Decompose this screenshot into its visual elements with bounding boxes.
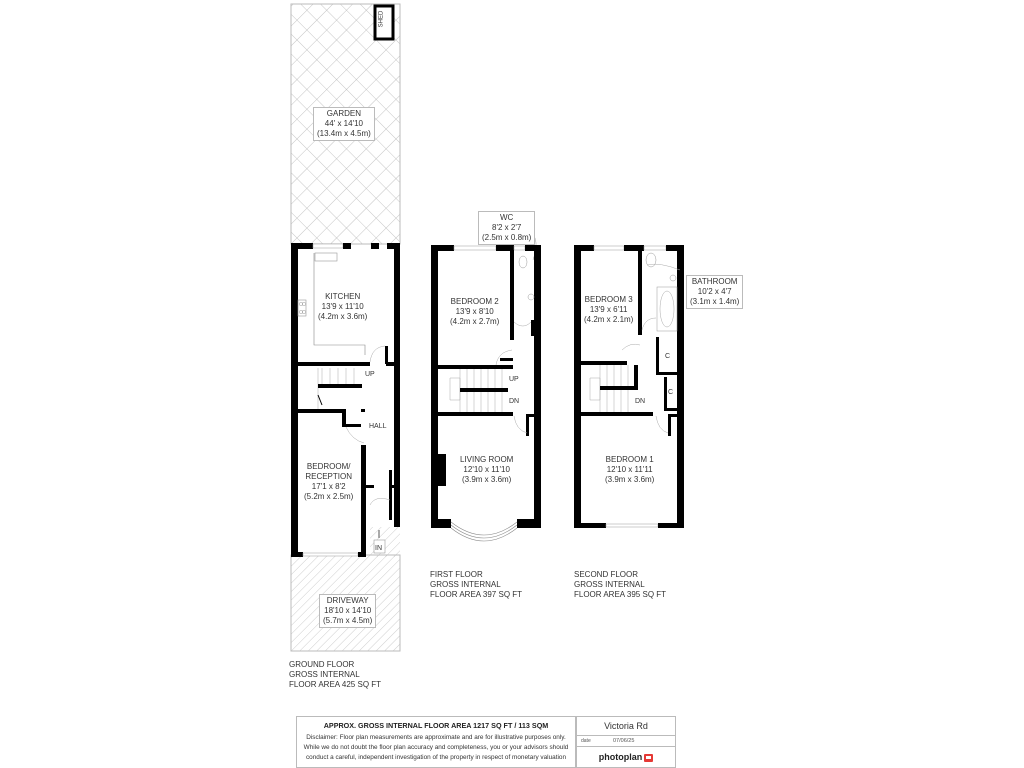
room-label-bedroom-reception (304, 462, 353, 502)
first-stairs-down-label: DN (509, 398, 520, 405)
first-floor-caption-3: FLOOR AREA 397 SQ FT (430, 590, 523, 599)
ground-floor-caption (289, 660, 381, 690)
bedroom-1-dims-metric: (3.9m x 3.6m) (605, 475, 655, 484)
second-floor-caption-1: SECOND FLOOR (574, 570, 639, 579)
room-label-living-room (460, 455, 513, 485)
disclaimer-text (297, 733, 575, 763)
bedroom-1-name: BEDROOM 1 (605, 455, 654, 464)
garden-dims-metric: (13.4m x 4.5m) (317, 129, 371, 138)
room-label-kitchen (318, 292, 367, 322)
wc-name: WC (500, 213, 514, 222)
wc-dims-metric: (2.5m x 0.8m) (482, 233, 532, 242)
driveway-dims-metric: (5.7m x 4.5m) (323, 616, 373, 625)
second-floor-caption-2: GROSS INTERNAL (574, 580, 645, 589)
kitchen-dims-metric: (4.2m x 3.6m) (318, 312, 368, 321)
property-address: Victoria Rd (577, 717, 675, 736)
photoplan-logo-icon (644, 754, 653, 762)
ground-floor-caption-2: GROSS INTERNAL (289, 670, 360, 679)
first-floor-plan (431, 232, 541, 541)
total-floor-area: APPROX. GROSS INTERNAL FLOOR AREA 1217 SQ FT / 113 SQM (323, 721, 549, 730)
second-stairs-down-label: DN (635, 398, 646, 405)
living-room-dims-imperial: 12'10 x 11'10 (463, 465, 510, 474)
footer-info-box (576, 716, 676, 768)
garden-dims-imperial: 44' x 14'10 (324, 119, 363, 128)
disclaimer-line-3: conduct a careful, independent investigation of the property in respect of monetary valuation (305, 754, 567, 761)
disclaimer-line-1: Disclaimer: Floor plan measurements are approximate and are for illustrative purposes only. (306, 734, 566, 741)
living-room-dims-metric: (3.9m x 3.6m) (462, 475, 512, 484)
room-label-bedroom-2 (450, 297, 499, 327)
bedroom-reception-name-1: BEDROOM/ (306, 462, 351, 471)
hall-label: HALL (369, 423, 387, 430)
room-label-wc (478, 211, 535, 245)
date-label: date (581, 738, 591, 744)
wc-dims-imperial: 8'2 x 2'7 (492, 223, 522, 232)
second-floor-caption-3: FLOOR AREA 395 SQ FT (574, 590, 667, 599)
bedroom-2-name: BEDROOM 2 (450, 297, 499, 306)
kitchen-name: KITCHEN (325, 292, 361, 301)
second-floor-plan (574, 245, 684, 528)
room-label-driveway (319, 594, 376, 628)
bedroom-reception-dims-imperial: 17'1 x 8'2 (311, 482, 346, 491)
bedroom-2-dims-imperial: 13'9 x 8'10 (455, 307, 494, 316)
living-room-name: LIVING ROOM (460, 455, 514, 464)
bathroom-dims-imperial: 10'2 x 4'7 (697, 287, 732, 296)
bathroom-name: BATHROOM (691, 277, 738, 286)
ground-floor-caption-3: FLOOR AREA 425 SQ FT (289, 680, 382, 689)
first-stairs-up-label: UP (509, 376, 519, 383)
first-floor-caption (430, 570, 522, 600)
ground-floor-plan (291, 4, 400, 651)
date-row (577, 736, 675, 747)
room-label-bathroom (686, 275, 743, 309)
bedroom-2-dims-metric: (4.2m x 2.7m) (450, 317, 500, 326)
bedroom-reception-dims-metric: (5.2m x 2.5m) (304, 492, 354, 501)
cupboard-2-label: C (668, 389, 674, 396)
bedroom-1-dims-imperial: 12'10 x 11'11 (606, 465, 653, 474)
bedroom-3-dims-imperial: 13'9 x 6'11 (589, 305, 628, 314)
brand-logo (577, 747, 675, 767)
room-label-bedroom-3 (584, 295, 633, 325)
bathroom-dims-metric: (3.1m x 1.4m) (690, 297, 740, 306)
shed-label: SHED (378, 10, 385, 28)
room-label-bedroom-1 (605, 455, 654, 485)
ground-floor-caption-1: GROUND FLOOR (289, 660, 355, 669)
second-floor-caption (574, 570, 666, 600)
bedroom-3-dims-metric: (4.2m x 2.1m) (584, 315, 634, 324)
driveway-name: DRIVEWAY (326, 596, 369, 605)
entrance-in-label: IN (375, 545, 382, 552)
garden-name: GARDEN (326, 109, 362, 118)
date-value: 07/06/25 (613, 738, 635, 744)
bedroom-3-name: BEDROOM 3 (584, 295, 633, 304)
kitchen-dims-imperial: 13'9 x 11'10 (321, 302, 364, 311)
brand-name: photoplan (598, 752, 643, 762)
first-floor-caption-2: GROSS INTERNAL (430, 580, 501, 589)
disclaimer-line-2: While we do not doubt the floor plan accuracy and completeness, you or your advisors should (303, 744, 569, 751)
driveway-dims-imperial: 18'10 x 14'10 (324, 606, 372, 615)
first-floor-caption-1: FIRST FLOOR (430, 570, 483, 579)
footer-disclaimer-box (296, 716, 576, 768)
ground-stairs-up-label: UP (365, 371, 375, 378)
bedroom-reception-name-2: RECEPTION (305, 472, 352, 481)
room-label-garden (313, 107, 375, 141)
cupboard-1-label: C (665, 353, 671, 360)
